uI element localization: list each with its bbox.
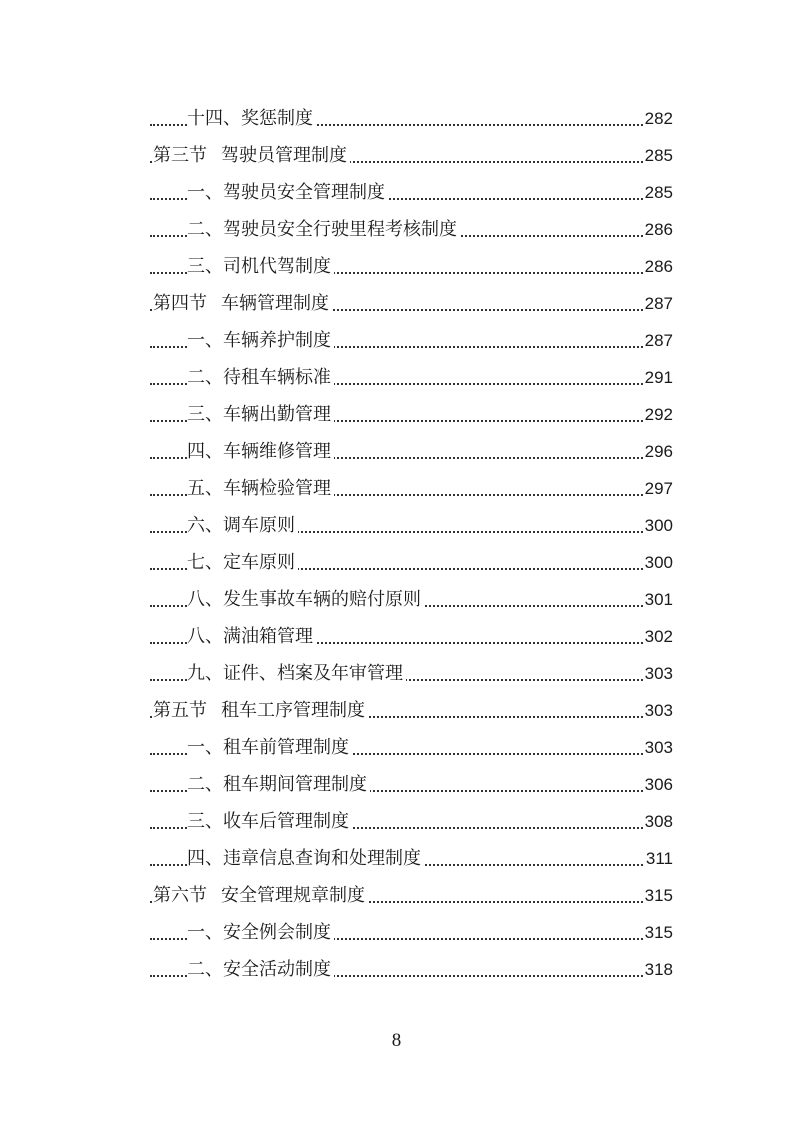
toc-entry: [0, 359, 793, 396]
toc-entry-number: 二、: [187, 774, 223, 795]
toc-entry-text: 违章信息查询和处理制度: [223, 848, 421, 869]
toc-entry-number: 四、: [187, 441, 223, 462]
toc-entry-number: 三、: [187, 404, 223, 425]
toc-entry-number: 二、: [187, 959, 223, 980]
toc-entry-number: 第六节: [153, 885, 207, 906]
toc-entry-text: 定车原则: [223, 552, 295, 573]
toc-entry-page: 302: [643, 618, 673, 655]
toc-entry-text: 调车原则: [223, 515, 295, 536]
toc-entry-number: 一、: [187, 737, 223, 758]
toc-entry-title: [153, 285, 332, 322]
toc-entry-title: [187, 507, 298, 544]
toc-entry-title: [153, 877, 368, 914]
toc-entry-page: 315: [643, 877, 673, 914]
toc-entry-title: [187, 581, 424, 618]
toc-entry-number: 七、: [187, 552, 223, 573]
toc-entry: [0, 322, 793, 359]
toc-entry-number: 五、: [187, 478, 223, 499]
toc-entry: [0, 433, 793, 470]
toc-entry-page: 287: [643, 285, 673, 322]
toc-entry-title: [187, 322, 334, 359]
toc-entry: [0, 618, 793, 655]
toc-entry-page: 285: [643, 137, 673, 174]
toc-entry-text: 收车后管理制度: [223, 811, 349, 832]
toc-entry-page: 287: [643, 322, 673, 359]
toc-entry-page: 308: [643, 803, 673, 840]
toc-entry-text: 车辆检验管理: [223, 478, 331, 499]
toc-entry-number: 十四、: [187, 108, 241, 129]
toc-entry-text: 车辆出勤管理: [223, 404, 331, 425]
toc-entry-title: [187, 618, 316, 655]
toc-entry-number: 第四节: [153, 293, 207, 314]
toc-entry: [0, 137, 793, 174]
toc-entry-text: 奖惩制度: [241, 108, 313, 129]
toc-entry-text: 待租车辆标准: [223, 367, 331, 388]
toc-entry-page: 282: [643, 100, 673, 137]
toc-entry-number: 六、: [187, 515, 223, 536]
toc-entry-page: 286: [643, 211, 673, 248]
toc-entry-title: [187, 803, 352, 840]
toc-entry-title: [187, 840, 424, 877]
toc-entry-number: 第五节: [153, 700, 207, 721]
toc-entry-title: [187, 470, 334, 507]
toc-entry: [0, 285, 793, 322]
toc-entry-text: 车辆管理制度: [221, 293, 329, 314]
toc-entry-title: [187, 914, 334, 951]
toc-entry-text: 安全例会制度: [223, 922, 331, 943]
toc-entry-text: 司机代驾制度: [223, 256, 331, 277]
toc-entry-page: 297: [643, 470, 673, 507]
toc-entry: [0, 507, 793, 544]
toc-entry-title: [187, 174, 388, 211]
toc-entry-page: 303: [643, 692, 673, 729]
toc-entry-number: 三、: [187, 811, 223, 832]
toc-entry-page: 296: [643, 433, 673, 470]
toc-entry-text: 发生事故车辆的赔付原则: [223, 589, 421, 610]
toc-entry: [0, 951, 793, 988]
toc-entry-number: 九、: [187, 663, 223, 684]
toc-entry-title: [187, 100, 316, 137]
toc-entry-number: 八、: [187, 589, 223, 610]
toc-entry: [0, 729, 793, 766]
toc-entry-text: 驾驶员安全管理制度: [223, 182, 385, 203]
toc-entry-text: 租车前管理制度: [223, 737, 349, 758]
toc-entry-text: 车辆养护制度: [223, 330, 331, 351]
toc-entry-page: 300: [643, 544, 673, 581]
toc-entry-page: 286: [643, 248, 673, 285]
toc-entry-title: [187, 655, 406, 692]
toc-entry-text: 租车工序管理制度: [221, 700, 365, 721]
toc-entry-page: 315: [643, 914, 673, 951]
toc-entry: [0, 211, 793, 248]
toc-entry: [0, 914, 793, 951]
toc-entry: [0, 396, 793, 433]
toc-entry: [0, 877, 793, 914]
toc-entry-text: 安全活动制度: [223, 959, 331, 980]
toc-entry-page: 292: [643, 396, 673, 433]
toc-entry-page: 303: [643, 729, 673, 766]
toc-entry-page: 306: [643, 766, 673, 803]
toc-entry-title: [153, 137, 350, 174]
toc-entry: [0, 544, 793, 581]
toc-entry-page: 285: [643, 174, 673, 211]
toc-entry-text: 满油箱管理: [223, 626, 313, 647]
toc-entry-number: 一、: [187, 330, 223, 351]
page-number: 8: [391, 1030, 402, 1051]
toc-entry: [0, 840, 793, 877]
toc-entry-page: 303: [643, 655, 673, 692]
toc-entry-number: 二、: [187, 367, 223, 388]
toc-entry-number: 四、: [187, 848, 223, 869]
toc-entry: [0, 766, 793, 803]
toc-entry-text: 证件、档案及年审管理: [223, 663, 403, 684]
toc-entry-title: [187, 729, 352, 766]
toc-entry: [0, 803, 793, 840]
toc-entry-page: 311: [644, 840, 673, 877]
toc-entry-title: [187, 951, 334, 988]
toc-entry-text: 车辆维修管理: [223, 441, 331, 462]
toc-entry-text: 驾驶员管理制度: [221, 145, 347, 166]
toc-entry-title: [187, 248, 334, 285]
toc-entry: [0, 581, 793, 618]
toc-entry: [0, 655, 793, 692]
toc-entry-title: [187, 211, 460, 248]
toc-entry-title: [187, 433, 334, 470]
toc-entry-number: 八、: [187, 626, 223, 647]
toc-entry-page: 300: [643, 507, 673, 544]
toc-entry-number: 一、: [187, 182, 223, 203]
toc-entry-title: [187, 396, 334, 433]
toc-entry-text: 驾驶员安全行驶里程考核制度: [223, 219, 457, 240]
toc-entry: [0, 100, 793, 137]
toc-entry-title: [153, 692, 368, 729]
toc-entry-title: [187, 359, 334, 396]
toc-entry: [0, 248, 793, 285]
toc-entry-page: 318: [643, 951, 673, 988]
toc-entry: [0, 470, 793, 507]
toc-entry-number: 二、: [187, 219, 223, 240]
toc-entry-number: 第三节: [153, 145, 207, 166]
toc-entry: [0, 174, 793, 211]
toc-entry: [0, 692, 793, 729]
toc-entry-page: 301: [643, 581, 673, 618]
toc-entry-number: 三、: [187, 256, 223, 277]
toc-entry-number: 一、: [187, 922, 223, 943]
toc-entry-text: 安全管理规章制度: [221, 885, 365, 906]
toc-entry-page: 291: [643, 359, 673, 396]
toc-entry-title: [187, 544, 298, 581]
toc-entry-title: [187, 766, 370, 803]
toc-entry-text: 租车期间管理制度: [223, 774, 367, 795]
